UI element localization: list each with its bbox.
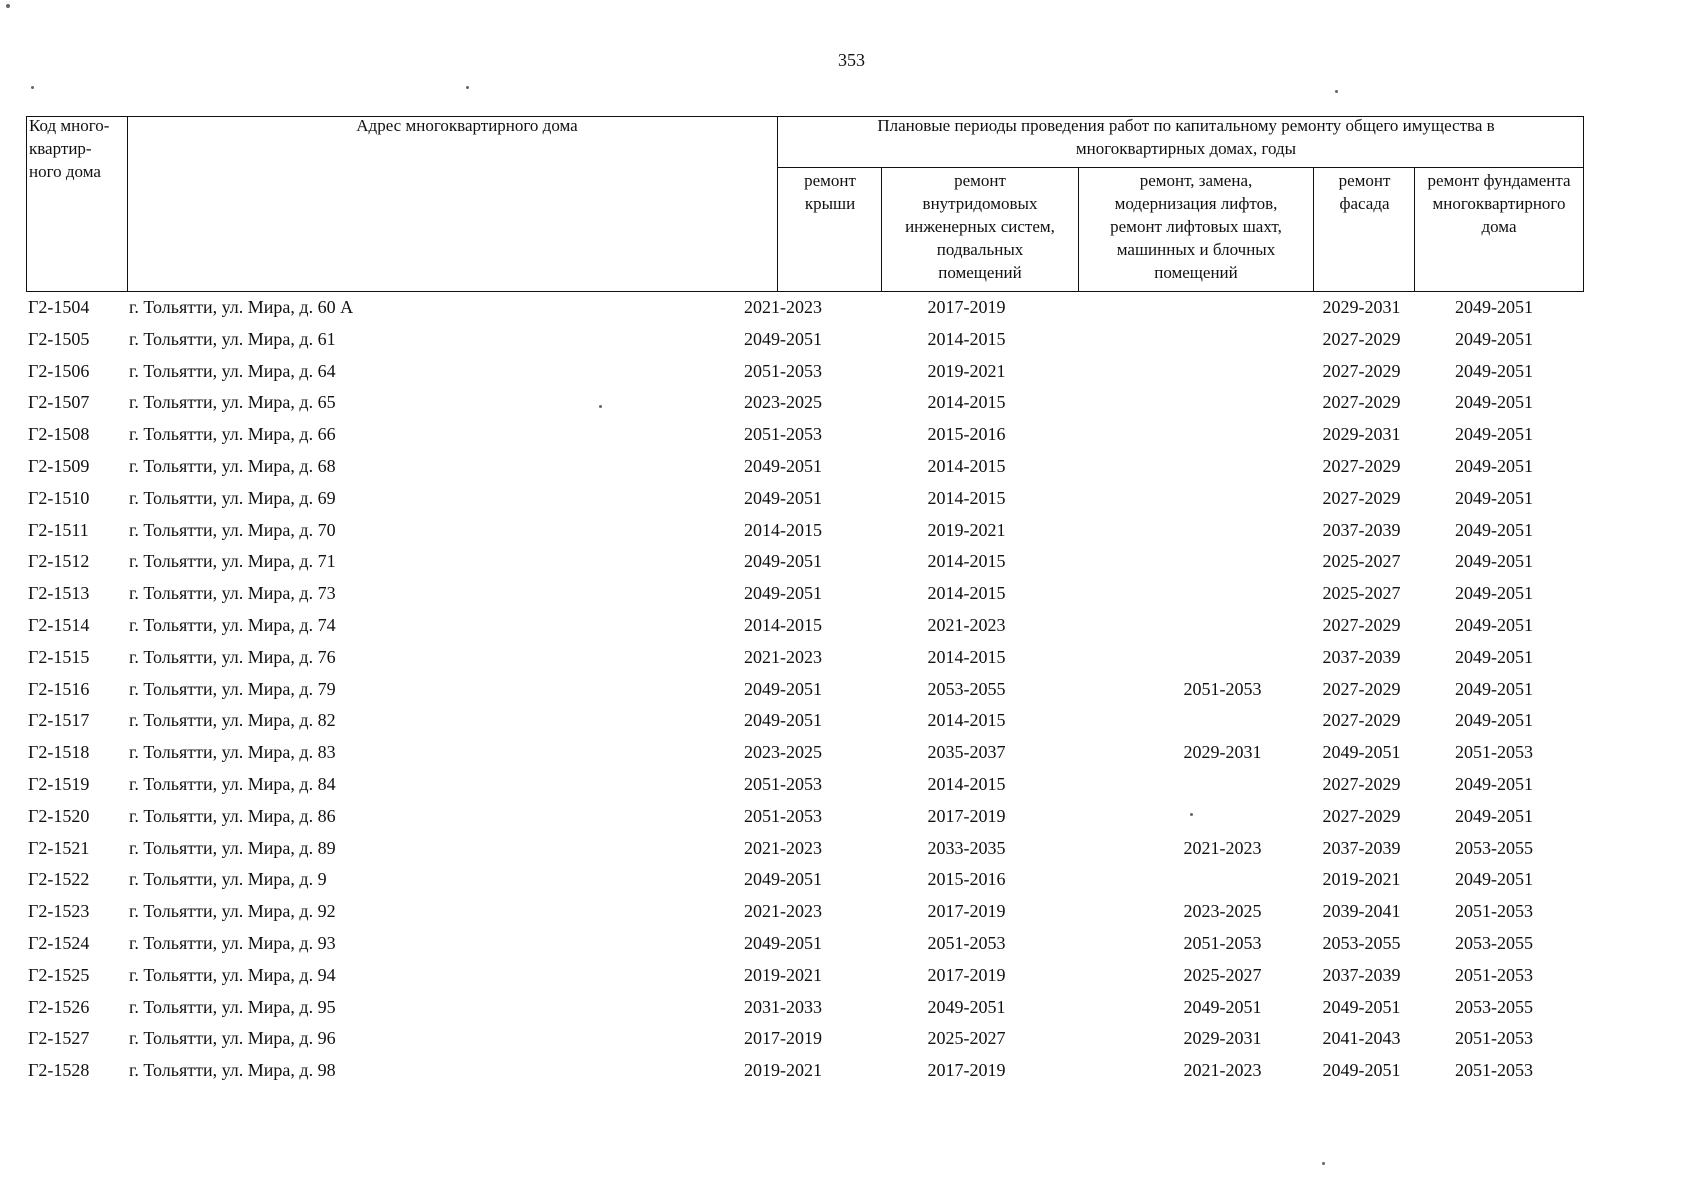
header-facade: ремонт фасада bbox=[1338, 171, 1391, 213]
row-foundation-period: 2051-2053 bbox=[1455, 1028, 1533, 1049]
row-lift-period: 2021-2023 bbox=[1183, 1060, 1262, 1081]
row-foundation-period: 2049-2051 bbox=[1455, 805, 1533, 826]
row-engineering-period: 2019-2021 bbox=[927, 519, 1006, 540]
row-roof-period: 2019-2021 bbox=[744, 964, 822, 985]
table-row bbox=[26, 578, 1584, 610]
row-code: Г2-1520 bbox=[28, 805, 90, 826]
header-engineering: ремонт внутридомовых инженерных систем, подвальных помещений bbox=[905, 171, 1055, 282]
row-code: Г2-1511 bbox=[28, 519, 89, 540]
row-address: г. Тольятти, ул. Мира, д. 84 bbox=[129, 773, 336, 794]
row-engineering-period: 2015-2016 bbox=[927, 424, 1006, 445]
row-code: Г2-1506 bbox=[28, 360, 90, 381]
header-foundation: ремонт фундамента многоквартирного дома bbox=[1427, 171, 1571, 236]
row-foundation-period: 2049-2051 bbox=[1455, 360, 1533, 381]
row-roof-period: 2014-2015 bbox=[744, 614, 822, 635]
header-subdivider bbox=[777, 167, 1583, 168]
row-code: Г2-1513 bbox=[28, 583, 90, 604]
table-row bbox=[26, 1055, 1584, 1087]
row-lift-period: 2029-2031 bbox=[1183, 742, 1262, 763]
row-engineering-period: 2021-2023 bbox=[927, 614, 1006, 635]
row-facade-period: 2053-2055 bbox=[1322, 932, 1401, 953]
row-address: г. Тольятти, ул. Мира, д. 61 bbox=[129, 328, 336, 349]
row-lift-period: 2051-2053 bbox=[1183, 932, 1262, 953]
row-code: Г2-1516 bbox=[28, 678, 90, 699]
row-address: г. Тольятти, ул. Мира, д. 95 bbox=[129, 996, 336, 1017]
row-code: Г2-1504 bbox=[28, 297, 90, 317]
row-lift-period: 2049-2051 bbox=[1183, 996, 1262, 1017]
row-address: г. Тольятти, ул. Мира, д. 76 bbox=[129, 646, 336, 667]
row-roof-period: 2049-2051 bbox=[744, 551, 822, 572]
row-roof-period: 2049-2051 bbox=[744, 678, 822, 699]
header-roof: ремонт крыши bbox=[804, 171, 856, 213]
column-divider bbox=[881, 167, 882, 291]
row-roof-period: 2014-2015 bbox=[744, 519, 822, 540]
row-code: Г2-1524 bbox=[28, 932, 90, 953]
row-facade-period: 2027-2029 bbox=[1322, 392, 1401, 413]
row-foundation-period: 2049-2051 bbox=[1455, 710, 1533, 731]
row-code: Г2-1515 bbox=[28, 646, 90, 667]
table-row bbox=[26, 546, 1584, 578]
row-roof-period: 2023-2025 bbox=[744, 392, 822, 413]
table-row bbox=[26, 992, 1584, 1024]
row-code: Г2-1512 bbox=[28, 551, 90, 572]
table-row bbox=[26, 674, 1584, 706]
row-foundation-period: 2049-2051 bbox=[1455, 328, 1533, 349]
row-address: г. Тольятти, ул. Мира, д. 79 bbox=[129, 678, 336, 699]
row-address: г. Тольятти, ул. Мира, д. 94 bbox=[129, 964, 336, 985]
row-engineering-period: 2014-2015 bbox=[927, 455, 1006, 476]
row-code: Г2-1510 bbox=[28, 487, 90, 508]
row-engineering-period: 2014-2015 bbox=[927, 392, 1006, 413]
row-engineering-period: 2025-2027 bbox=[927, 1028, 1006, 1049]
row-roof-period: 2049-2051 bbox=[744, 710, 822, 731]
row-lift-period: 2021-2023 bbox=[1183, 837, 1262, 858]
header-planned-periods: Плановые периоды проведения работ по капитальному ремонту общего имущества в многоквартирных домах, годы bbox=[877, 116, 1495, 158]
row-code: Г2-1521 bbox=[28, 837, 90, 858]
row-address: г. Тольятти, ул. Мира, д. 83 bbox=[129, 742, 336, 763]
column-divider bbox=[1078, 167, 1079, 291]
table-row bbox=[26, 483, 1584, 515]
row-engineering-period: 2033-2035 bbox=[927, 837, 1006, 858]
row-address: г. Тольятти, ул. Мира, д. 69 bbox=[129, 487, 336, 508]
row-address: г. Тольятти, ул. Мира, д. 73 bbox=[129, 583, 336, 604]
row-engineering-period: 2035-2037 bbox=[927, 742, 1006, 763]
table-row bbox=[26, 737, 1584, 769]
row-engineering-period: 2051-2053 bbox=[927, 932, 1006, 953]
row-foundation-period: 2049-2051 bbox=[1455, 392, 1533, 413]
row-code: Г2-1528 bbox=[28, 1060, 90, 1081]
row-engineering-period: 2014-2015 bbox=[927, 646, 1006, 667]
table-row bbox=[26, 451, 1584, 483]
row-roof-period: 2021-2023 bbox=[744, 837, 822, 858]
row-foundation-period: 2049-2051 bbox=[1455, 455, 1533, 476]
row-roof-period: 2049-2051 bbox=[744, 487, 822, 508]
scan-speck bbox=[599, 405, 602, 408]
row-facade-period: 2029-2031 bbox=[1322, 424, 1401, 445]
row-foundation-period: 2051-2053 bbox=[1455, 964, 1533, 985]
row-address: г. Тольятти, ул. Мира, д. 65 bbox=[129, 392, 336, 413]
row-engineering-period: 2017-2019 bbox=[927, 901, 1006, 922]
row-address: г. Тольятти, ул. Мира, д. 86 bbox=[129, 805, 336, 826]
row-engineering-period: 2017-2019 bbox=[927, 1060, 1006, 1081]
row-engineering-period: 2049-2051 bbox=[927, 996, 1006, 1017]
row-code: Г2-1527 bbox=[28, 1028, 90, 1049]
row-address: г. Тольятти, ул. Мира, д. 92 bbox=[129, 901, 336, 922]
scan-speck bbox=[466, 86, 469, 89]
page-number: 353 bbox=[838, 50, 865, 70]
row-code: Г2-1514 bbox=[28, 614, 90, 635]
table-row bbox=[26, 515, 1584, 547]
row-code: Г2-1507 bbox=[28, 392, 90, 413]
table-row bbox=[26, 769, 1584, 801]
row-foundation-period: 2049-2051 bbox=[1455, 678, 1533, 699]
row-address: г. Тольятти, ул. Мира, д. 9 bbox=[129, 869, 327, 890]
table-row bbox=[26, 610, 1584, 642]
row-facade-period: 2041-2043 bbox=[1322, 1028, 1401, 1049]
row-foundation-period: 2053-2055 bbox=[1455, 996, 1533, 1017]
row-engineering-period: 2014-2015 bbox=[927, 551, 1006, 572]
row-foundation-period: 2051-2053 bbox=[1455, 742, 1533, 763]
row-address: г. Тольятти, ул. Мира, д. 93 bbox=[129, 932, 336, 953]
row-facade-period: 2049-2051 bbox=[1322, 996, 1401, 1017]
row-facade-period: 2027-2029 bbox=[1322, 487, 1401, 508]
row-facade-period: 2019-2021 bbox=[1322, 869, 1401, 890]
row-address: г. Тольятти, ул. Мира, д. 64 bbox=[129, 360, 336, 381]
table-row bbox=[26, 642, 1584, 674]
row-address: г. Тольятти, ул. Мира, д. 66 bbox=[129, 424, 336, 445]
row-foundation-period: 2049-2051 bbox=[1455, 551, 1533, 572]
row-facade-period: 2049-2051 bbox=[1322, 742, 1401, 763]
row-foundation-period: 2053-2055 bbox=[1455, 837, 1533, 858]
header-address: Адрес многоквартирного дома bbox=[356, 116, 578, 135]
header-lifts: ремонт, замена, модернизация лифтов, ремонт лифтовых шахт, машинных и блочных помещений bbox=[1110, 171, 1282, 282]
row-roof-period: 2049-2051 bbox=[744, 869, 822, 890]
scan-speck bbox=[1190, 813, 1193, 816]
row-engineering-period: 2017-2019 bbox=[927, 805, 1006, 826]
table-row bbox=[26, 960, 1584, 992]
row-code: Г2-1505 bbox=[28, 328, 90, 349]
row-facade-period: 2027-2029 bbox=[1322, 328, 1401, 349]
row-address: г. Тольятти, ул. Мира, д. 98 bbox=[129, 1060, 336, 1081]
row-facade-period: 2027-2029 bbox=[1322, 678, 1401, 699]
row-code: Г2-1508 bbox=[28, 424, 90, 445]
row-engineering-period: 2017-2019 bbox=[927, 964, 1006, 985]
row-roof-period: 2019-2021 bbox=[744, 1060, 822, 1081]
row-roof-period: 2049-2051 bbox=[744, 932, 822, 953]
row-code: Г2-1526 bbox=[28, 996, 90, 1017]
row-foundation-period: 2051-2053 bbox=[1455, 1060, 1533, 1081]
row-foundation-period: 2049-2051 bbox=[1455, 487, 1533, 508]
table-row bbox=[26, 419, 1584, 451]
row-engineering-period: 2053-2055 bbox=[927, 678, 1006, 699]
row-code: Г2-1522 bbox=[28, 869, 90, 890]
row-address: г. Тольятти, ул. Мира, д. 89 bbox=[129, 837, 336, 858]
row-roof-period: 2021-2023 bbox=[744, 297, 822, 317]
row-facade-period: 2029-2031 bbox=[1322, 297, 1401, 317]
row-facade-period: 2027-2029 bbox=[1322, 455, 1401, 476]
table-row bbox=[26, 928, 1584, 960]
row-address: г. Тольятти, ул. Мира, д. 71 bbox=[129, 551, 336, 572]
table-row bbox=[26, 705, 1584, 737]
table-row bbox=[26, 896, 1584, 928]
row-facade-period: 2027-2029 bbox=[1322, 710, 1401, 731]
row-roof-period: 2051-2053 bbox=[744, 805, 822, 826]
row-roof-period: 2017-2019 bbox=[744, 1028, 822, 1049]
row-roof-period: 2051-2053 bbox=[744, 773, 822, 794]
row-roof-period: 2031-2033 bbox=[744, 996, 822, 1017]
repair-schedule-table bbox=[26, 116, 1584, 1087]
scan-speck bbox=[31, 86, 34, 89]
row-address: г. Тольятти, ул. Мира, д. 74 bbox=[129, 614, 336, 635]
row-engineering-period: 2014-2015 bbox=[927, 773, 1006, 794]
row-code: Г2-1525 bbox=[28, 964, 90, 985]
table-row bbox=[26, 387, 1584, 419]
row-foundation-period: 2049-2051 bbox=[1455, 773, 1533, 794]
row-facade-period: 2039-2041 bbox=[1322, 901, 1401, 922]
row-facade-period: 2027-2029 bbox=[1322, 360, 1401, 381]
scan-speck bbox=[1322, 1162, 1325, 1165]
row-lift-period: 2051-2053 bbox=[1183, 678, 1262, 699]
row-address: г. Тольятти, ул. Мира, д. 82 bbox=[129, 710, 336, 731]
row-foundation-period: 2053-2055 bbox=[1455, 932, 1533, 953]
row-foundation-period: 2049-2051 bbox=[1455, 519, 1533, 540]
row-roof-period: 2021-2023 bbox=[744, 901, 822, 922]
row-roof-period: 2049-2051 bbox=[744, 455, 822, 476]
table-row bbox=[26, 833, 1584, 865]
row-facade-period: 2027-2029 bbox=[1322, 614, 1401, 635]
table-header bbox=[26, 116, 1584, 292]
column-divider bbox=[777, 117, 778, 291]
table-row bbox=[26, 356, 1584, 388]
row-foundation-period: 2049-2051 bbox=[1455, 646, 1533, 667]
row-code: Г2-1519 bbox=[28, 773, 90, 794]
row-roof-period: 2049-2051 bbox=[744, 328, 822, 349]
row-lift-period: 2023-2025 bbox=[1183, 901, 1262, 922]
row-facade-period: 2037-2039 bbox=[1322, 837, 1401, 858]
row-address: г. Тольятти, ул. Мира, д. 96 bbox=[129, 1028, 336, 1049]
row-facade-period: 2025-2027 bbox=[1322, 583, 1401, 604]
row-facade-period: 2037-2039 bbox=[1322, 964, 1401, 985]
scan-speck bbox=[6, 4, 10, 8]
column-divider bbox=[1313, 167, 1314, 291]
row-foundation-period: 2049-2051 bbox=[1455, 583, 1533, 604]
row-roof-period: 2051-2053 bbox=[744, 424, 822, 445]
row-foundation-period: 2049-2051 bbox=[1455, 297, 1533, 317]
row-code: Г2-1518 bbox=[28, 742, 90, 763]
row-address: г. Тольятти, ул. Мира, д. 60 А bbox=[129, 297, 354, 317]
row-engineering-period: 2014-2015 bbox=[927, 487, 1006, 508]
row-facade-period: 2037-2039 bbox=[1322, 519, 1401, 540]
row-foundation-period: 2051-2053 bbox=[1455, 901, 1533, 922]
table-row bbox=[26, 292, 1584, 324]
table-row bbox=[26, 1023, 1584, 1055]
row-engineering-period: 2019-2021 bbox=[927, 360, 1006, 381]
row-facade-period: 2037-2039 bbox=[1322, 646, 1401, 667]
table-row bbox=[26, 324, 1584, 356]
header-code: Код много- квартир- ного дома bbox=[29, 116, 110, 181]
row-foundation-period: 2049-2051 bbox=[1455, 614, 1533, 635]
row-lift-period: 2029-2031 bbox=[1183, 1028, 1262, 1049]
row-engineering-period: 2014-2015 bbox=[927, 710, 1006, 731]
row-engineering-period: 2014-2015 bbox=[927, 328, 1006, 349]
scan-speck bbox=[1335, 90, 1338, 93]
row-engineering-period: 2014-2015 bbox=[927, 583, 1006, 604]
table-body bbox=[26, 292, 1584, 1087]
column-divider bbox=[1414, 167, 1415, 291]
row-roof-period: 2049-2051 bbox=[744, 583, 822, 604]
row-code: Г2-1523 bbox=[28, 901, 90, 922]
row-facade-period: 2027-2029 bbox=[1322, 805, 1401, 826]
row-lift-period: 2025-2027 bbox=[1183, 964, 1262, 985]
row-roof-period: 2023-2025 bbox=[744, 742, 822, 763]
row-facade-period: 2027-2029 bbox=[1322, 773, 1401, 794]
row-address: г. Тольятти, ул. Мира, д. 70 bbox=[129, 519, 336, 540]
row-engineering-period: 2017-2019 bbox=[927, 297, 1006, 317]
row-code: Г2-1509 bbox=[28, 455, 90, 476]
table-row bbox=[26, 801, 1584, 833]
row-foundation-period: 2049-2051 bbox=[1455, 424, 1533, 445]
row-roof-period: 2051-2053 bbox=[744, 360, 822, 381]
row-facade-period: 2025-2027 bbox=[1322, 551, 1401, 572]
row-facade-period: 2049-2051 bbox=[1322, 1060, 1401, 1081]
row-engineering-period: 2015-2016 bbox=[927, 869, 1006, 890]
row-roof-period: 2021-2023 bbox=[744, 646, 822, 667]
table-row bbox=[26, 864, 1584, 896]
row-foundation-period: 2049-2051 bbox=[1455, 869, 1533, 890]
row-address: г. Тольятти, ул. Мира, д. 68 bbox=[129, 455, 336, 476]
column-divider bbox=[127, 117, 128, 291]
row-code: Г2-1517 bbox=[28, 710, 90, 731]
